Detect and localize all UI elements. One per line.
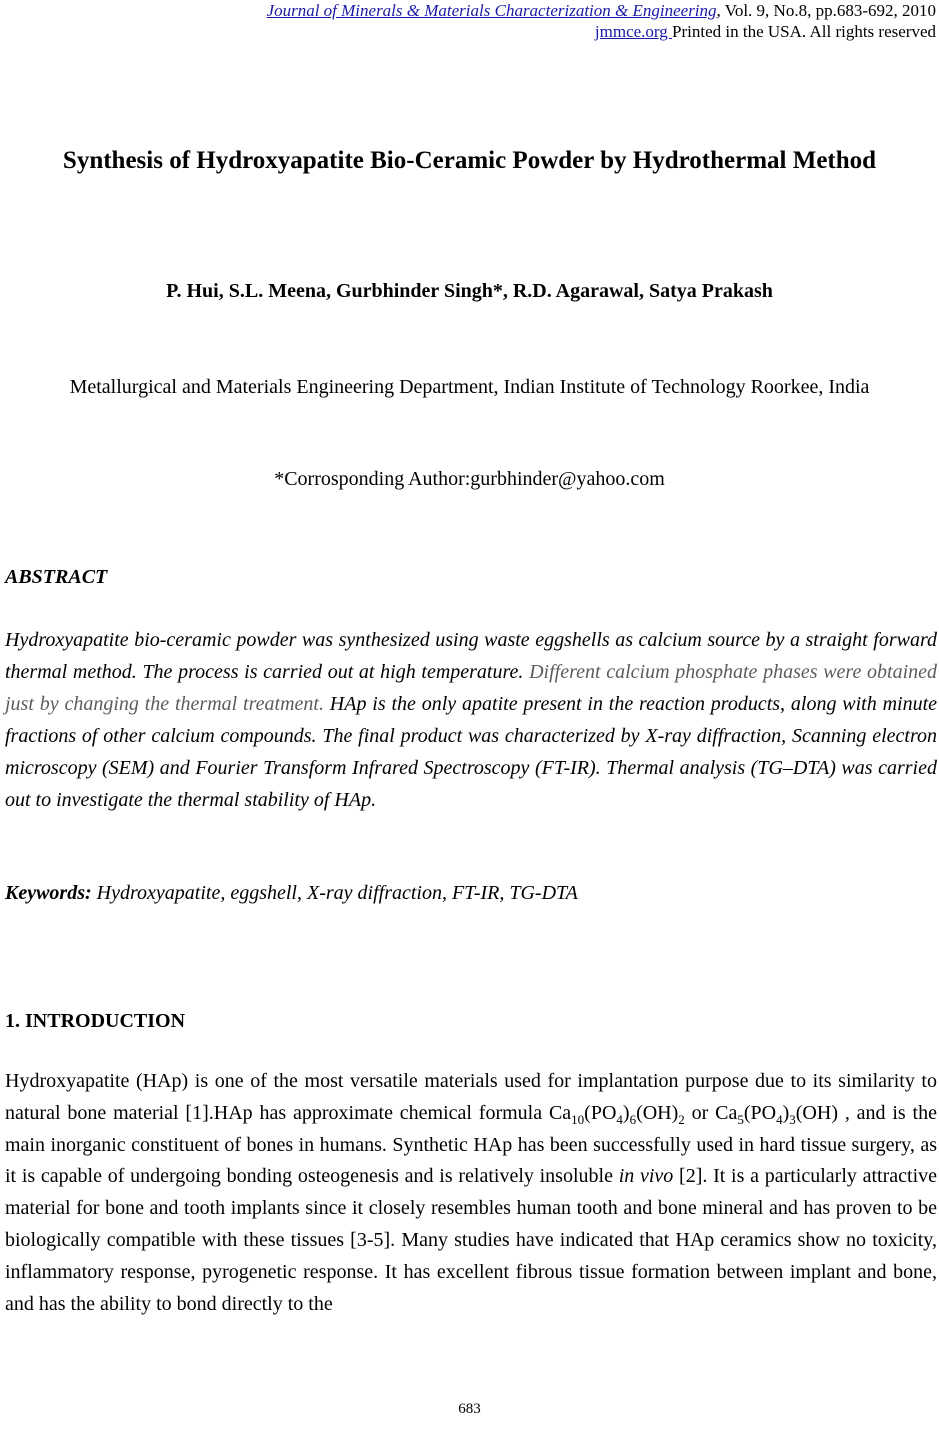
formula-subscript: 6 (629, 1111, 637, 1127)
journal-header-line-2 (267, 21, 936, 42)
page-number: 683 (458, 1401, 481, 1417)
intro-part-2: , and is the main inorganic constituent of bones in humans. Synthetic HAp has been successfully used in hard tissue surgery, as it is capable of undergoing bonding osteogenesis and is relatively insoluble (5, 1101, 937, 1188)
volume-info: , Vol. 9, No.8, pp.683-692, 2010 (716, 1, 936, 20)
paper-title: Synthesis of Hydroxyapatite Bio-Ceramic Powder by Hydrothermal Method (62, 147, 877, 174)
abstract-part-1: Hydroxyapatite bio-ceramic powder was synthesized using waste eggshells as calcium source by a straight forward thermal method. The process is carried out at high temperature. (5, 629, 937, 683)
in-vivo-term: in vivo (618, 1165, 674, 1188)
formula-text: ) (622, 1101, 630, 1124)
site-link[interactable]: jmmce.org (594, 22, 673, 41)
formula-text: (PO (743, 1101, 777, 1124)
affiliation: Metallurgical and Materials Engineering Department, Indian Institute of Technology Roorkee, India (69, 376, 870, 398)
abstract-text (5, 624, 937, 816)
formula-subscript: 4 (776, 1111, 783, 1127)
author-list: P. Hui, S.L. Meena, Gurbhinder Singh*, R.D. Agarawal, Satya Prakash (166, 280, 773, 302)
formula-ca10-po4-6-oh-2 (548, 1101, 685, 1127)
introduction-heading: 1. INTRODUCTION (5, 1010, 186, 1032)
keywords-text: Hydroxyapatite, eggshell, X-ray diffraction, FT-IR, TG-DTA (91, 882, 578, 904)
formula-text: Ca (548, 1101, 572, 1124)
keywords-label: Keywords: (5, 882, 92, 904)
formula-text: ) (782, 1101, 790, 1124)
formula-text: (PO (584, 1101, 617, 1124)
abstract-part-3: HAp is the only apatite present in the reaction products, along with minute fractions of other calcium compounds. The final product was characterized by X-ray diffraction, Scanning electron microscopy (SEM) and Fourier Transform Infrared Spectroscopy (FT-IR). Thermal analysis (TG–DTA) was carried out to investigate the thermal stability of HAp. (5, 693, 938, 811)
corresponding-author: *Corrosponding Author:gurbhinder@yahoo.com (274, 468, 665, 490)
formula-text: (OH) (795, 1101, 838, 1124)
journal-header-line-1 (267, 0, 936, 21)
formula-or: or (684, 1101, 716, 1124)
introduction-text (5, 1066, 937, 1320)
rights-notice: Printed in the USA. All rights reserved (672, 22, 936, 41)
journal-header (267, 0, 936, 42)
formula-subscript: 10 (571, 1111, 585, 1127)
journal-link[interactable]: Journal of Minerals & Materials Characterization & Engineering (266, 1, 717, 20)
abstract-heading: ABSTRACT (5, 566, 108, 588)
formula-text: (OH) (636, 1101, 679, 1124)
intro-part-3: [2]. It is a particularly attractive material for bone and tooth implants since it closely resembles human tooth and bone mineral and has proven to be biologically compatible with these tissues [3-5]. Many studies have indicated that HAp ceramics show no toxicity, inflammatory response, pyrogenetic response. It has excellent fibrous tissue formation between implant and bone, and has the ability to bond directly to the (5, 1165, 938, 1315)
formula-subscript: 4 (616, 1111, 623, 1127)
formula-subscript: 5 (737, 1111, 744, 1127)
formula-subscript: 2 (678, 1111, 685, 1127)
abstract-part-2: Different calcium phosphate phases were obtained just by changing the thermal treatment. (5, 661, 937, 715)
formula-text: Ca (715, 1101, 738, 1124)
formula-ca5-po4-3-oh (715, 1101, 838, 1127)
keywords (5, 880, 937, 906)
intro-part-1: Hydroxyapatite (HAp) is one of the most versatile materials used for implantation purpose due to its similarity to natural bone material [1].HAp has approximate chemical formula (5, 1070, 937, 1124)
formula-subscript: 3 (789, 1111, 796, 1127)
